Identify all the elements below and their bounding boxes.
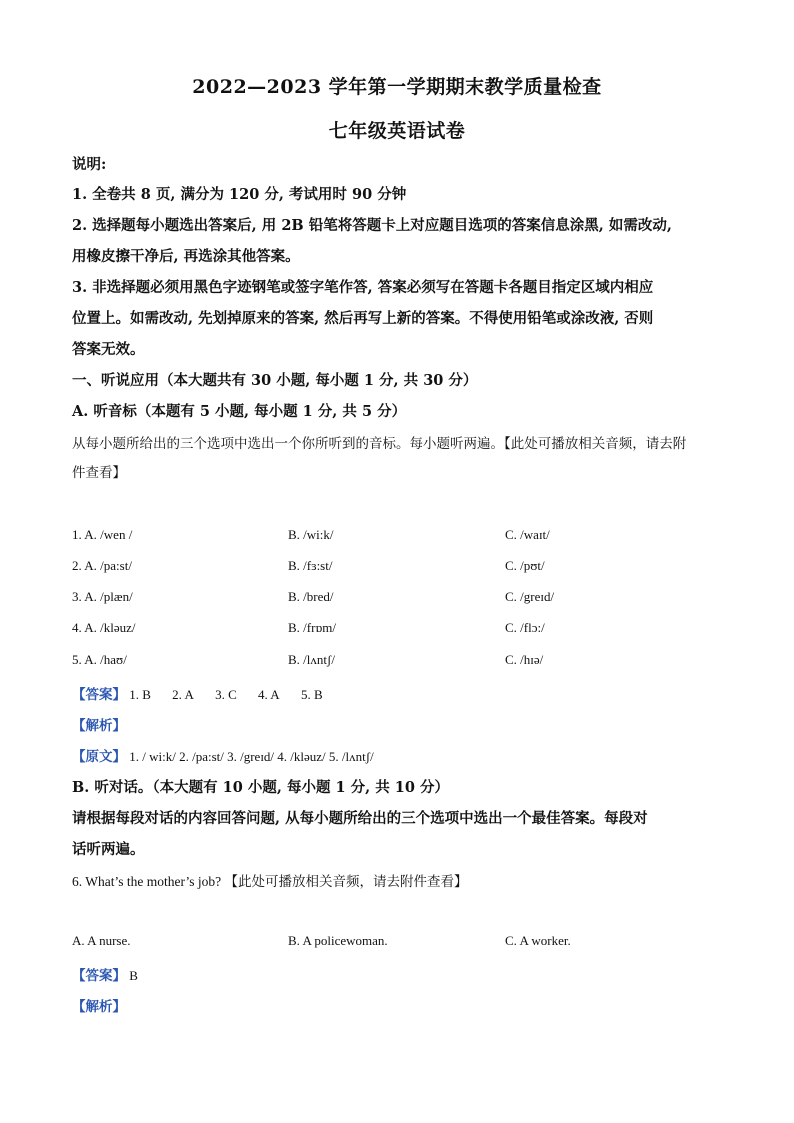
option-c: C. /pʊt/	[505, 558, 545, 573]
option-a: 3. A. /plæn/	[72, 589, 133, 604]
exam-subtitle: 七年级英语试卷	[328, 120, 466, 142]
answer-item: 5. B	[300, 687, 323, 702]
instruction-line: 答案无效。	[72, 341, 145, 358]
answer-row	[72, 964, 138, 984]
part-a-directions: 从每小题所给出的三个选项中选出一个你所听到的音标。每小题听两遍。【此处可播放相关音频，请去附	[72, 436, 687, 452]
analysis-row	[72, 995, 126, 1015]
option-a: A. A nurse.	[72, 933, 131, 948]
instructions-label: 说明:	[72, 156, 107, 173]
option-b: B. /lʌntʃ/	[288, 652, 335, 667]
part-b-directions: 话听两遍。	[72, 841, 145, 858]
answer-item: B	[129, 968, 138, 983]
instruction-line: 用橡皮擦干净后, 再选涂其他答案。	[72, 248, 300, 265]
transcript-text: 1. / wi:k/ 2. /pa:st/ 3. /greɪd/ 4. /kləuz/ 5. /lʌntʃ/	[129, 749, 374, 764]
part-b-directions: 请根据每段对话的内容回答问题, 从每小题所给出的三个选项中选出一个最佳答案。每段对	[72, 810, 648, 827]
question-6-stem: 6. What’s the mother’s job? 【此处可播放相关音频，请去附件查看】	[72, 874, 468, 889]
analysis-label: 【解析】	[72, 999, 126, 1015]
transcript-label: 【原文】	[72, 749, 126, 765]
option-b: B. A policewoman.	[288, 933, 388, 948]
answer-item: 2. A	[172, 687, 194, 702]
answer-label: 【答案】	[72, 968, 126, 984]
part-a-heading: A. 听音标（本题有 5 小题, 每小题 1 分, 共 5 分）	[72, 403, 407, 420]
option-c: C. /hɪə/	[505, 652, 544, 667]
instruction-line: 3. 非选择题必须用黑色字迹钢笔或签字笔作答, 答案必须写在答题卡各题目指定区域内相应	[72, 279, 654, 296]
answer-item: 3. C	[215, 687, 237, 702]
part-b-heading: B. 听对话。（本大题有 10 小题, 每小题 1 分, 共 10 分）	[72, 779, 450, 796]
analysis-label: 【解析】	[72, 718, 126, 734]
answer-row	[72, 683, 341, 703]
option-a: 5. A. /haʊ/	[72, 652, 127, 667]
option-b: B. /fɜ:st/	[288, 558, 333, 573]
option-a: 2. A. /pa:st/	[72, 558, 132, 573]
instruction-line: 2. 选择题每小题选出答案后, 用 2B 铅笔将答题卡上对应题目选项的答案信息涂黑, 如需改动,	[72, 217, 672, 234]
answer-item: 1. B	[129, 687, 151, 702]
option-a: 1. A. /wen /	[72, 527, 133, 542]
option-c: C. A worker.	[505, 933, 571, 948]
option-c: C. /flɔ:/	[505, 620, 545, 635]
option-c: C. /waɪt/	[505, 527, 550, 542]
transcript-row	[72, 745, 374, 765]
answer-item: 4. A	[258, 687, 280, 702]
part-a-directions: 件查看】	[72, 465, 126, 481]
option-b: B. /wi:k/	[288, 527, 334, 542]
section-heading: 一、听说应用（本大题共有 30 小题, 每小题 1 分, 共 30 分）	[72, 372, 478, 389]
exam-title: 2022—2023 学年第一学期期末教学质量检查	[192, 76, 602, 98]
analysis-row	[72, 714, 126, 734]
answer-label: 【答案】	[72, 687, 126, 703]
option-a: 4. A. /kləuz/	[72, 620, 136, 635]
option-b: B. /frɒm/	[288, 620, 336, 635]
instruction-line: 位置上。如需改动, 先划掉原来的答案, 然后再写上新的答案。不得使用铅笔或涂改液, 否则	[72, 310, 654, 327]
instruction-line: 1. 全卷共 8 页, 满分为 120 分, 考试用时 90 分钟	[72, 186, 407, 203]
option-b: B. /bred/	[288, 589, 334, 604]
option-c: C. /greɪd/	[505, 589, 555, 604]
